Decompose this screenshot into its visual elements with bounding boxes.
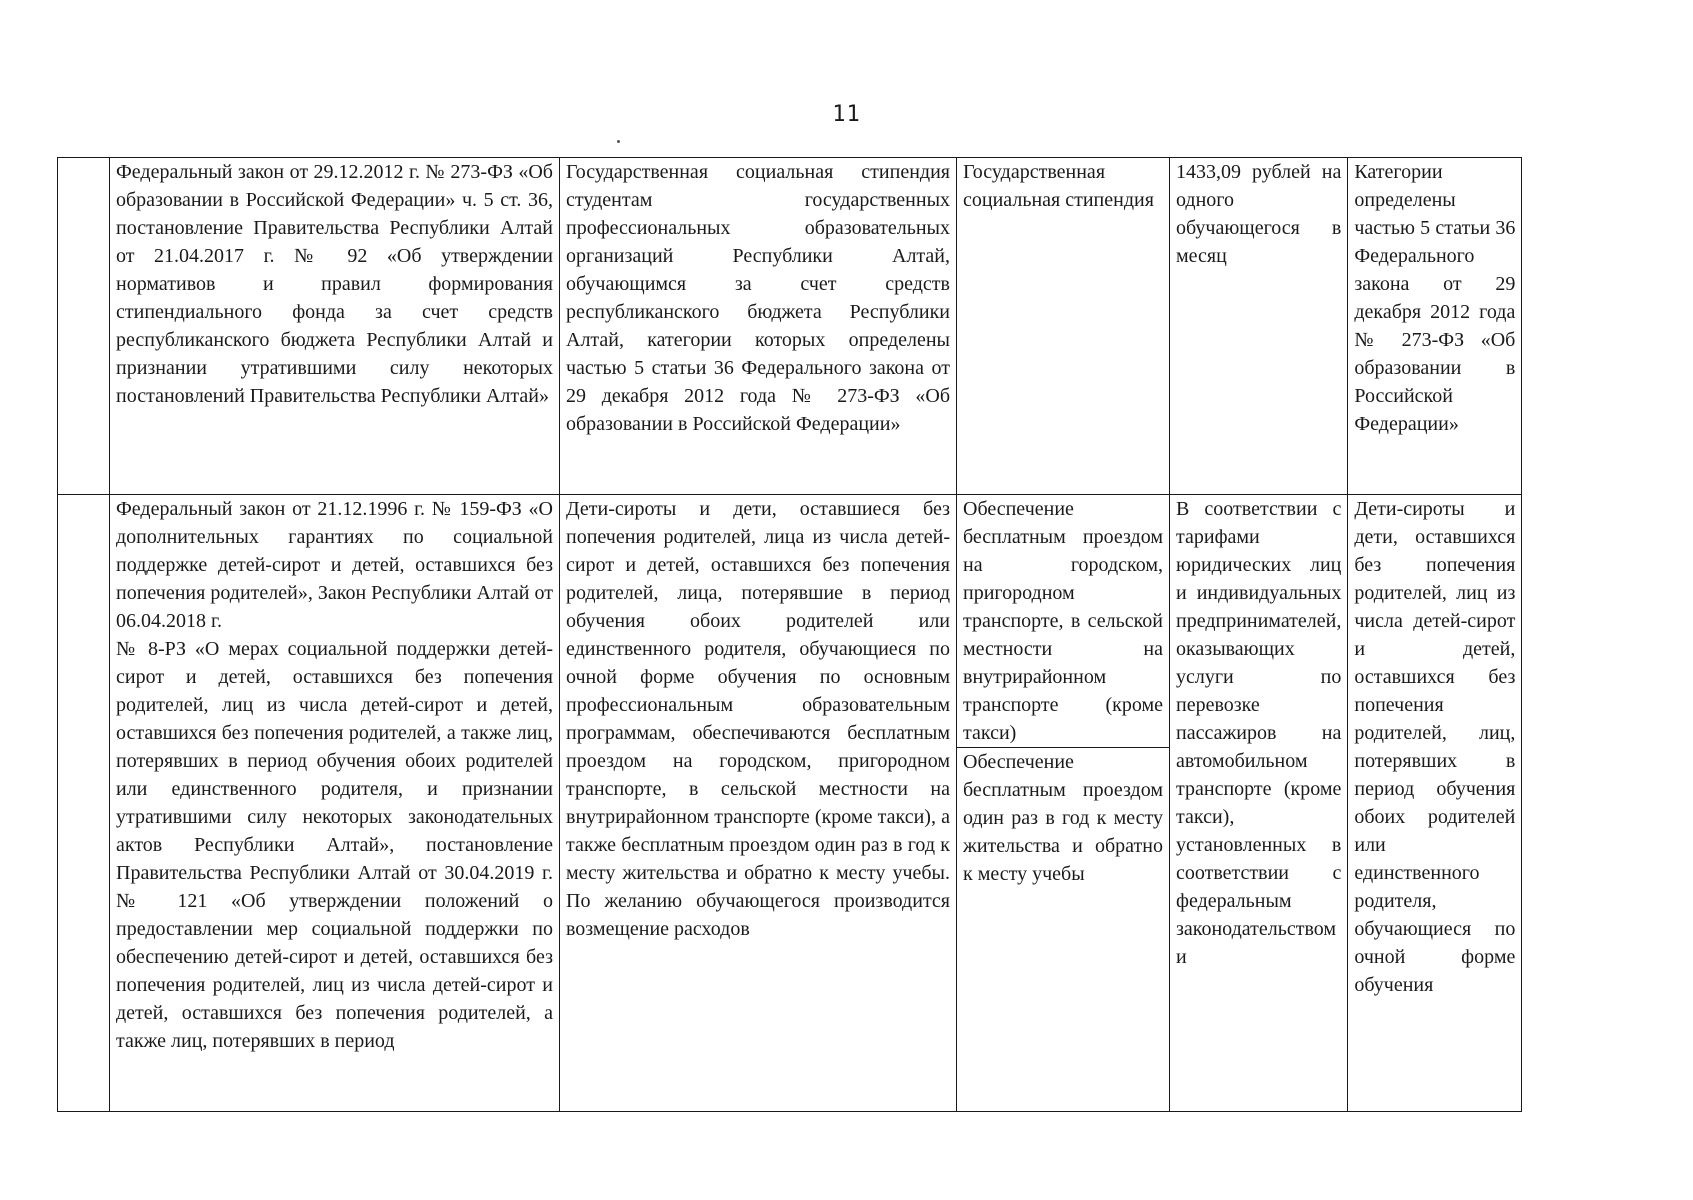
- table-row: [58, 495, 1522, 1112]
- amount-cell: В соответствии с тарифами юридических лиц и индивидуальных предпринимателей, оказывающих услуги по перевозке пассажиров на автомобильном транспорте (кроме такси), установленных в соответствии с федеральным законодательством и: [1170, 495, 1348, 1112]
- amount-cell: 1433,09 рублей на одного обучающегося в месяц: [1170, 158, 1348, 495]
- recipients-cell: Дети-сироты и дети, оставшихся без попечения родителей, лиц из числа детей-сирот и детей, оставшихся без попечения родителей, лиц, потерявших в период обучения обоих родителей или единственного родителя, обучающиеся по очной форме обучения: [1348, 495, 1522, 1112]
- form-subcell: Обеспечение бесплатным проездом на городском, пригородном транспорте, в сельской местности на внутрирайонном транспорте (кроме такси): [957, 495, 1169, 748]
- form-cell: [957, 495, 1170, 1112]
- measure-cell: Государственная социальная стипендия студентам государственных профессиональных образовательных организаций Республики Алтай, обучающимся за счет средств республиканского бюджета Республики Алтай, категории которых определены частью 5 статьи 36 Федерального закона от 29 декабря 2012 года № 273-ФЗ «Об образовании в Российской Федерации»: [560, 158, 957, 495]
- table-row: [58, 158, 1522, 495]
- measure-cell: Дети-сироты и дети, оставшиеся без попечения родителей, лица из числа детей-сирот и детей, оставшихся без попечения родителей, лица, потерявшие в период обучения обоих родителей или единственного родителя, обучающиеся по очной форме обучения по основным профессиональным образовательным программам, обеспечиваются бесплатным проездом на городском, пригородном транспорте, в сельской местности на внутрирайонном транспорте (кроме такси), а также бесплатным проездом один раз в год к месту жительства и обратно к месту учебы. По желанию обучающегося производится возмещение расходов: [560, 495, 957, 1112]
- row-number-cell: [58, 495, 110, 1112]
- page-number: 11: [832, 102, 861, 127]
- row-number-cell: [58, 158, 110, 495]
- form-subcell: Обеспечение бесплатным проездом один раз в год к месту жительства и обратно к месту учебы: [963, 751, 1163, 885]
- legal-basis-cell: Федеральный закон от 29.12.2012 г. № 273-ФЗ «Об образовании в Российской Федерации» ч. 5 ст. 36, постановление Правительства Республики Алтай от 21.04.2017 г. № 92 «Об утверждении нормативов и правил формирования стипендиального фонда за счет средств республиканского бюджета Республики Алтай и признании утратившими силу некоторых постановлений Правительства Республики Алтай»: [110, 158, 560, 495]
- legal-basis-cell: [110, 495, 560, 1112]
- legal-basis-paragraph: Федеральный закон от 21.12.1996 г. № 159-ФЗ «О дополнительных гарантиях по социальной поддержке детей-сирот и детей, оставшихся без попечения родителей», Закон Республики Алтай от 06.04.2018 г.: [116, 498, 553, 632]
- form-cell: Государственная социальная стипендия: [957, 158, 1170, 495]
- legal-basis-paragraph: № 8-РЗ «О мерах социальной поддержки детей-сирот и детей, оставшихся без попечения родителей, лиц из числа детей-сирот и детей, оставшихся без попечения родителей, а также лиц, потерявших в период обучения обоих родителей или единственного родителя, и признании утратившими силу некоторых законодательных актов Республики Алтай», постановление Правительства Республики Алтай от 30.04.2019 г. № 121 «Об утверждении положений о предоставлении мер социальной поддержки по обеспечению детей-сирот и детей, оставшихся без попечения родителей, лиц из числа детей-сирот и детей, оставшихся без попечения родителей, а также лиц, потерявших в период: [116, 638, 553, 1052]
- recipients-cell: Категории определены частью 5 статьи 36 Федерального закона от 29 декабря 2012 года № 273-ФЗ «Об образовании в Российской Федерации»: [1348, 158, 1522, 495]
- benefits-table: [57, 157, 1522, 1112]
- scan-speck: [617, 140, 620, 143]
